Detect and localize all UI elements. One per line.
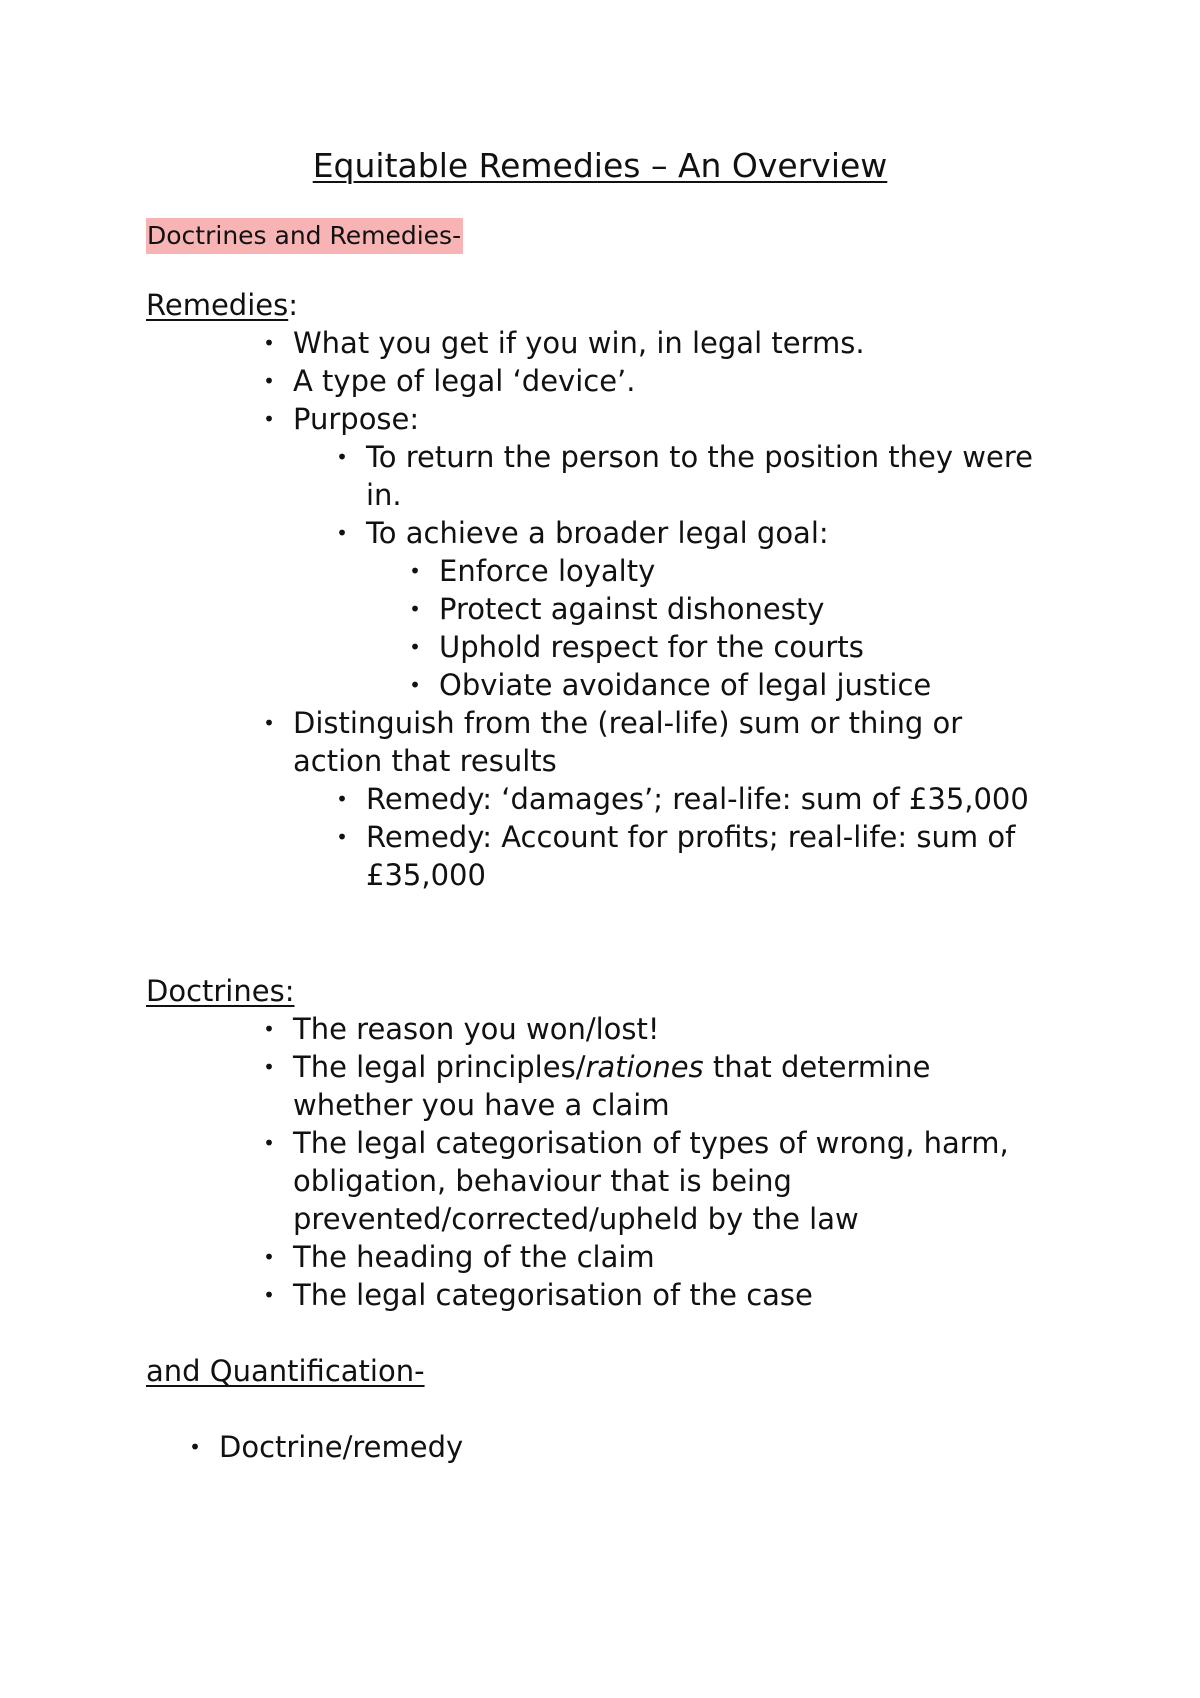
- remedies-heading: Remedies:: [146, 288, 298, 322]
- quantification-heading: and Quantification-: [146, 1354, 425, 1388]
- doctrines-heading: Doctrines:: [146, 974, 295, 1008]
- highlighted-section-heading: Doctrines and Remedies-: [146, 218, 463, 254]
- list-item: • The legal categorisation of the case: [263, 1278, 813, 1312]
- list-item: • Remedy: ‘damages’; real-life: sum of £35,000: [336, 782, 1029, 816]
- list-item: • Uphold respect for the courts: [409, 630, 864, 664]
- remedies-list: [146, 324, 1053, 894]
- list-item: • Obviate avoidance of legal justice: [409, 668, 932, 702]
- list-item: • The reason you won/lost!: [263, 1012, 660, 1046]
- legal-goal-sublist: [366, 552, 1056, 704]
- list-item: • Purpose: • To return the person to the position they were in. • To achieve a broader legal goal: • Enforce loyalty • Protect against dishonesty • Uphold respect for the courts • Obviate avoidance of legal justice: [293, 400, 1053, 704]
- list-item: • Doctrine/remedy: [189, 1430, 464, 1464]
- doctrines-section: [146, 972, 1053, 1314]
- list-item: • Distinguish from the (real-life) sum or thing or action that results • Remedy: ‘damages’; real-life: sum of £35,000 • Remedy: Account for profits; real-life: sum of £35,000: [293, 704, 1053, 894]
- document-title: Equitable Remedies – An Overview: [312, 146, 888, 185]
- list-item: • The heading of the claim: [263, 1240, 655, 1274]
- quantification-section: [146, 1352, 1019, 1466]
- list-item: • Remedy: Account for profits; real-life: sum of £35,000: [336, 820, 1016, 892]
- list-item: • Protect against dishonesty: [409, 592, 825, 626]
- list-item: • To achieve a broader legal goal: • Enforce loyalty • Protect against dishonesty • Uphold respect for the courts • Obviate avoidance of legal justice: [366, 514, 1056, 704]
- remedies-section: [146, 286, 1053, 894]
- list-item: • What you get if you win, in legal terms.: [263, 326, 865, 360]
- list-item: • To return the person to the position they were in.: [336, 440, 1033, 512]
- list-item: • The legal categorisation of types of wrong, harm, obligation, behaviour that is being prevented/corrected/upheld by the law: [263, 1126, 1009, 1236]
- distinguish-sublist: [293, 780, 1066, 894]
- list-item: • The legal principles/rationes that determine whether you have a claim: [263, 1050, 931, 1122]
- quantification-list: [146, 1428, 1019, 1466]
- doctrines-list: [146, 1010, 1053, 1314]
- list-item: • Enforce loyalty: [409, 554, 656, 588]
- purpose-sublist: [293, 438, 1056, 704]
- list-item: • A type of legal ‘device’.: [263, 364, 636, 398]
